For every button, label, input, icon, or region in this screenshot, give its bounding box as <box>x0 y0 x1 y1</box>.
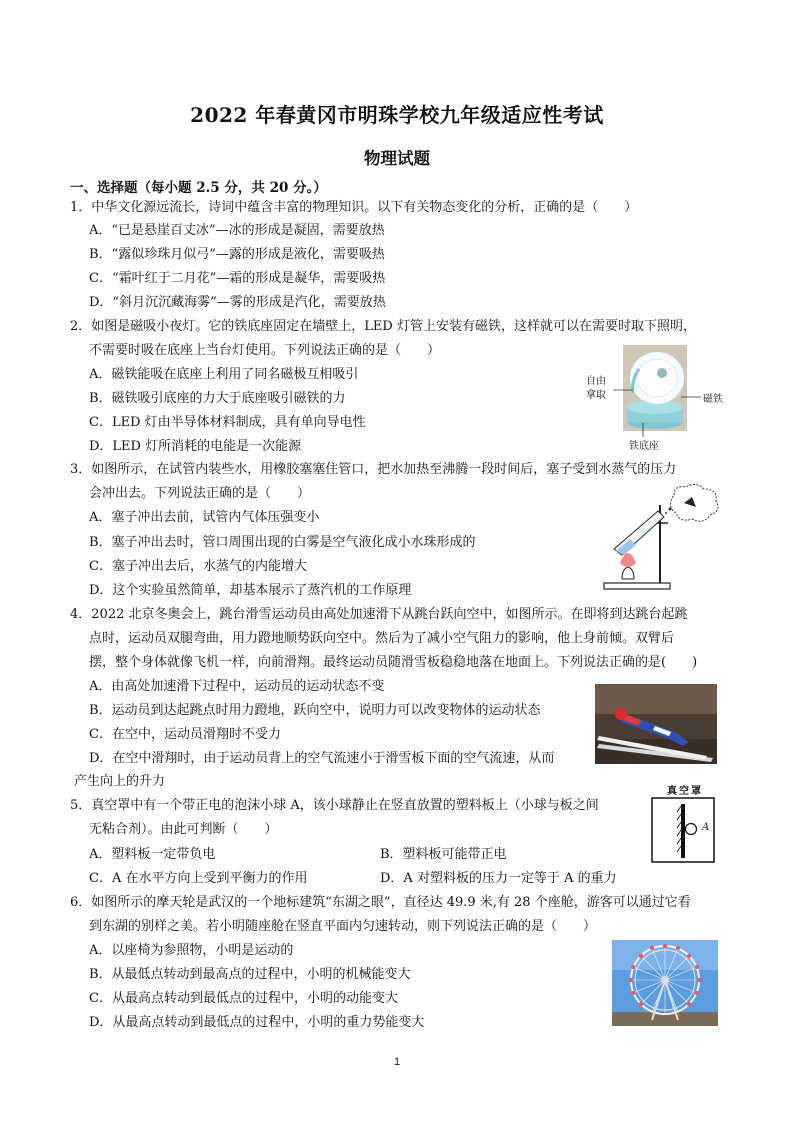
page-number: 1 <box>393 1056 401 1068</box>
label-magnet: 磁铁 <box>703 394 723 405</box>
question-2-option-c: C．LED 灯由半导体材料制成，具有单向导电性 <box>89 415 366 430</box>
question-3-option-b: B．塞子冲出去时，管口周围出现的白雾是空气液化成小水珠形成的 <box>89 535 476 550</box>
question-5-stem-line-1: 5．真空罩中有一个带正电的泡沫小球 A，该小球静止在竖直放置的塑料板上（小球与板之间 <box>70 798 599 813</box>
question-5-option-d: D．A 对塑料板的压力一定等于 A 的重力 <box>380 871 617 886</box>
question-1-option-b: B．“露似珍珠月似弓”—露的形成是液化，需要吸热 <box>89 247 385 262</box>
label-free-2: 拿取 <box>586 390 606 401</box>
question-6-option-a: A．以座椅为参照物，小明是运动的 <box>89 943 294 958</box>
vacuum-cover-figure <box>650 796 720 864</box>
question-4-option-a: A．由高处加速滑下过程中，运动员的运动状态不变 <box>89 679 385 694</box>
question-5-option-b: B．塑料板可能带正电 <box>380 847 507 862</box>
ferris-wheel-photo <box>612 940 718 1026</box>
question-4-option-c: C．在空中，运动员滑翔时不受力 <box>89 727 281 742</box>
question-6-stem-line-1: 6．如图所示的摩天轮是武汉的一个地标建筑“东湖之眼”，直径达 49.9 米,有 28 个座舱，游客可以通过它看 <box>70 895 691 910</box>
question-2-option-a: A．磁铁能吸在底座上利用了同名磁极互相吸引 <box>89 367 359 382</box>
question-4-stem-line-3: 摆，整个身体就像飞机一样，向前滑翔。最终运动员随滑雪板稳稳地落在地面上。下列说法正确的是( ) <box>89 655 698 670</box>
question-4-option-b: B．运动员到达起跳点时用力蹬地，跃向空中，说明力可以改变物体的运动状态 <box>89 703 541 718</box>
question-3-stem-line-1: 3．如图所示，在试管内装些水，用橡胶塞塞住管口，把水加热至沸腾一段时间后，塞子受到水蒸气的压力 <box>70 462 677 477</box>
question-4-stem-line-2: 点时，运动员双腿弯曲，用力蹬地顺势跃向空中。然后为了减小空气阻力的影响，他上身前倾。双臂后 <box>89 631 675 646</box>
question-4-option-d: D．在空中滑翔时，由于运动员背上的空气流速小于滑雪板下面的空气流速，从而 <box>89 751 555 766</box>
question-6-stem-line-2: 到东湖的别样之美。若小明随座舱在竖直平面内匀速转动，则下列说法正确的是（ ） <box>89 919 597 934</box>
label-iron-base: 铁底座 <box>629 441 659 452</box>
exam-title: 2022 年春黄冈市明珠学校九年级适应性考试 <box>190 103 604 127</box>
question-3-option-a: A．塞子冲出去前，试管内气体压强变小 <box>89 510 320 525</box>
question-3-stem-line-2: 会冲出去。下列说法正确的是（ ） <box>89 486 311 501</box>
ski-jumper-photo <box>595 684 717 764</box>
label-vacuum-cover: 真空罩 <box>667 786 703 797</box>
question-1-stem: 1．中华文化源远流长，诗词中蕴含丰富的物理知识。以下有关物态变化的分析，正确的是（ ） <box>70 200 638 215</box>
question-2-option-b: B．磁铁吸引底座的力大于底座吸引磁铁的力 <box>89 391 346 406</box>
question-4-stem-line-1: 4．2022 北京冬奥会上，跳台滑雪运动员由高处加速滑下从跳台跃向空中，如图所示。在即将到达跳台起跳 <box>70 607 688 622</box>
test-tube-figure <box>600 483 722 595</box>
question-1-option-a: A．“已是悬崖百丈冰”—冰的形成是凝固，需要放热 <box>89 223 385 238</box>
exam-subtitle: 物理试题 <box>364 149 430 168</box>
question-2-stem-line-2: 不需要时吸在底座上当台灯使用。下列说法正确的是（ ） <box>89 343 441 358</box>
night-lamp-figure <box>583 345 753 453</box>
question-1-option-c: C．“霜叶红于二月花”—霜的形成是凝华，需要吸热 <box>89 271 386 286</box>
question-6-option-b: B．从最低点转动到最高点的过程中，小明的机械能变大 <box>89 967 411 982</box>
question-5-option-c: C．A 在水平方向上受到平衡力的作用 <box>89 871 308 886</box>
question-6-option-c: C．从最高点转动到最低点的过程中，小明的动能变大 <box>89 991 398 1006</box>
question-5-stem-line-2: 无粘合剂）。由此可判断（ ） <box>89 822 278 837</box>
question-6-option-d: D．从最高点转动到最低点的过程中，小明的重力势能变大 <box>89 1015 425 1030</box>
label-free-1: 自由 <box>586 376 606 387</box>
question-5-option-a: A．塑料板一定带负电 <box>89 847 216 862</box>
question-2-option-d: D．LED 灯所消耗的电能是一次能源 <box>89 439 302 454</box>
question-4-option-d-continued: 产生向上的升力 <box>74 774 166 789</box>
question-3-option-d: D．这个实验虽然简单，却基本展示了蒸汽机的工作原理 <box>89 583 412 598</box>
section-heading: 一、选择题（每小题 2.5 分，共 20 分。） <box>70 180 327 196</box>
question-3-option-c: C．塞子冲出去后，水蒸气的内能增大 <box>89 559 307 574</box>
question-1-option-d: D．“斜月沉沉藏海雾”—雾的形成是汽化，需要放热 <box>89 295 386 310</box>
label-ball-a: A <box>702 822 710 833</box>
question-2-stem-line-1: 2．如图是磁吸小夜灯。它的铁底座固定在墙壁上，LED 灯管上安装有磁铁，这样就可以在需要时取下照明， <box>70 319 696 334</box>
